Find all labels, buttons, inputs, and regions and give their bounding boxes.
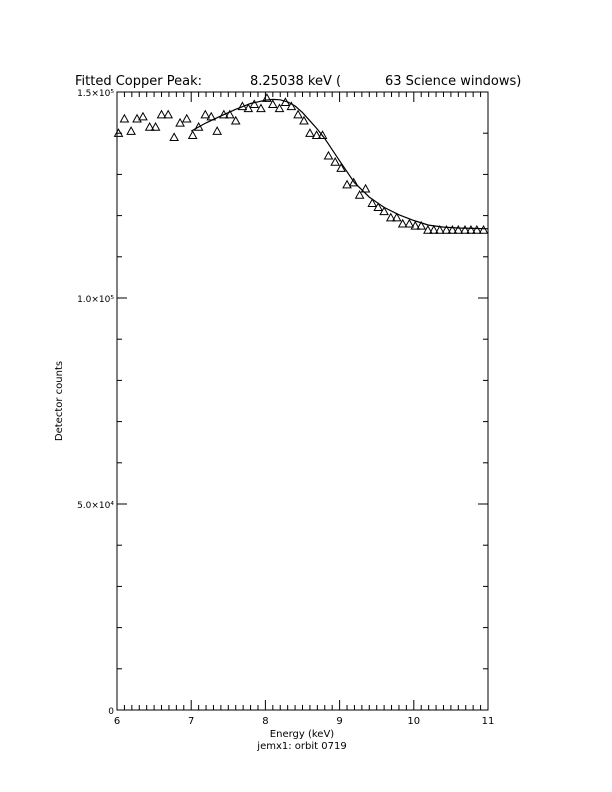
data-point-triangle [343, 181, 351, 188]
x-tick-label: 10 [407, 716, 421, 727]
data-point-triangle [183, 115, 191, 122]
y-axis-title: Detector counts [54, 360, 65, 442]
axis-ticks [77, 89, 494, 727]
x-axis-title: Energy (keV) [269, 729, 335, 740]
data-point-triangle [257, 104, 265, 111]
chart-title-prefix: Fitted Copper Peak: [75, 74, 202, 89]
x-tick-label: 6 [113, 716, 121, 727]
y-tick-label: 5.0×10⁴ [77, 501, 114, 511]
chart-title-value: 8.25038 keV ( [250, 74, 342, 89]
data-layer [114, 94, 488, 233]
data-point-triangle [139, 113, 147, 120]
data-point-triangle [176, 119, 184, 126]
data-point-triangle [170, 133, 178, 140]
y-tick-label: 1.0×10⁵ [77, 295, 114, 305]
x-tick-label: 7 [188, 716, 195, 727]
x-tick-label: 11 [481, 716, 495, 727]
x-tick-label: 8 [262, 716, 269, 727]
data-point-triangle [324, 152, 332, 159]
fit-curve [191, 99, 488, 228]
data-point-triangle [306, 129, 314, 136]
data-point-triangle [213, 127, 221, 134]
x-tick-label: 9 [336, 716, 343, 727]
data-point-triangle [201, 111, 209, 118]
data-point-triangle [120, 115, 128, 122]
data-point-triangle [189, 131, 197, 138]
plot-frame [117, 92, 488, 710]
data-point-triangle [250, 100, 258, 107]
orbit-label: jemx1: orbit 0719 [257, 741, 347, 752]
chart-title-suffix: 63 Science windows) [385, 74, 522, 89]
data-point-triangle [368, 199, 376, 206]
y-tick-label: 0 [108, 707, 114, 717]
data-point-triangle [127, 127, 135, 134]
y-tick-label: 1.5×10⁵ [77, 89, 114, 99]
